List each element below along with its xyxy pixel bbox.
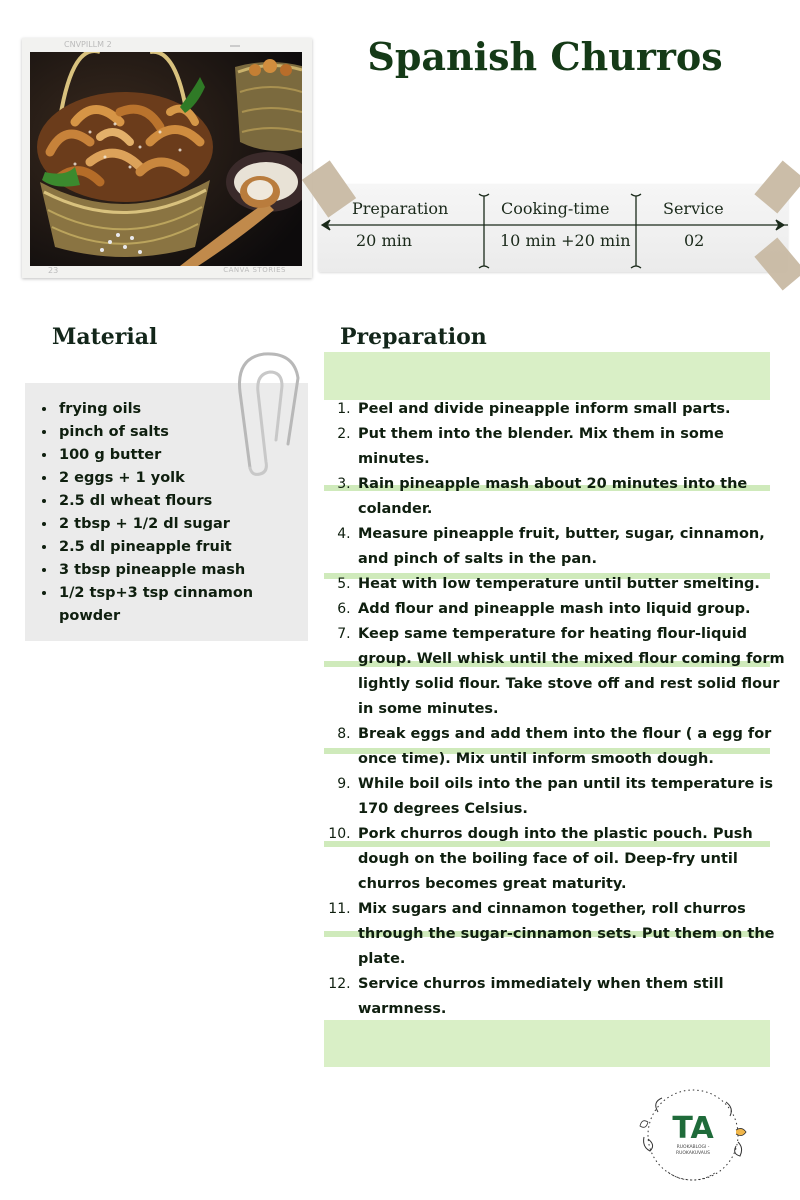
step-item: 12. Service churros immediately when them still warmness. <box>355 972 793 1022</box>
cooking-time-value: 10 min +20 min <box>500 231 631 250</box>
svg-text:TA: TA <box>672 1111 714 1146</box>
ingredient-item: • 3 tbsp pineapple mash <box>57 559 317 582</box>
photo-top-caption: CNVPILLM 2 <box>32 40 302 52</box>
photo-bottom-caption: 23 CANVA STORIES <box>48 266 286 275</box>
step-item: 1. Peel and divide pineapple inform small parts. <box>355 397 793 422</box>
step-item: 4. Measure pineapple fruit, butter, sugar, cinnamon, and pinch of salts in the pan. <box>355 522 793 572</box>
step-item: 6. Add flour and pineapple mash into liquid group. <box>355 597 793 622</box>
ta-logo <box>638 1082 748 1188</box>
ingredient-item: • 2.5 dl wheat flours <box>57 490 317 513</box>
step-item: 8. Break eggs and add them into the flour ( a egg for once time). Mix until inform smooth dough. <box>355 722 793 772</box>
preparation-value: 20 min <box>356 231 413 250</box>
green-highlight-top <box>324 352 770 400</box>
ingredient-item: • 2.5 dl pineapple fruit <box>57 536 317 559</box>
preparation-label: Preparation <box>352 199 449 218</box>
service-label: Service <box>663 199 724 218</box>
ingredient-item: • frying oils <box>57 398 317 421</box>
ingredients-list <box>33 398 317 628</box>
ingredient-item: • pinch of salts <box>57 421 317 444</box>
step-item: 2. Put them into the blender. Mix them in some minutes. <box>355 422 793 472</box>
ingredient-item: • 100 g butter <box>57 444 317 467</box>
service-value: 02 <box>684 231 705 250</box>
recipe-photo-frame <box>22 38 312 278</box>
cooking-time-label: Cooking-time <box>501 199 610 218</box>
recipe-title: Spanish Churros <box>367 34 723 79</box>
info-table-lines <box>318 184 788 274</box>
material-heading: Material <box>52 324 158 350</box>
step-item: 10. Pork churros dough into the plastic pouch. Push dough on the boiling face of oil. Deep-fry until churros becomes great maturity. <box>355 822 793 897</box>
step-item: 9. While boil oils into the pan until its temperature is 170 degrees Celsius. <box>355 772 793 822</box>
green-highlight-bottom <box>324 1020 770 1067</box>
ingredient-item: • 2 eggs + 1 yolk <box>57 467 317 490</box>
preparation-heading: Preparation <box>340 324 487 350</box>
step-item: 11. Mix sugars and cinnamon together, roll churros through the sugar-cinnamon sets. Put them on the plate. <box>355 897 793 972</box>
ingredient-item: • 1/2 tsp+3 tsp cinnamon powder <box>57 582 317 628</box>
svg-text:RUOKAKUVAUS: RUOKAKUVAUS <box>675 1151 711 1156</box>
churros-photo <box>30 52 302 266</box>
churros-basket-image <box>30 52 302 266</box>
preparation-steps <box>330 397 793 1022</box>
ingredient-item: • 2 tbsp + 1/2 dl sugar <box>57 513 317 536</box>
step-item: 7. Keep same temperature for heating flour-liquid group. Well whisk until the mixed flour coming form lightly solid flour. Take stove off and rest solid flour in some minutes. <box>355 622 793 722</box>
step-item: 3. Rain pineapple mash about 20 minutes into the colander. <box>355 472 793 522</box>
step-item: 5. Heat with low temperature until butter smelting. <box>355 572 793 597</box>
svg-text:RUOKABLOGI -: RUOKABLOGI - <box>676 1145 710 1150</box>
